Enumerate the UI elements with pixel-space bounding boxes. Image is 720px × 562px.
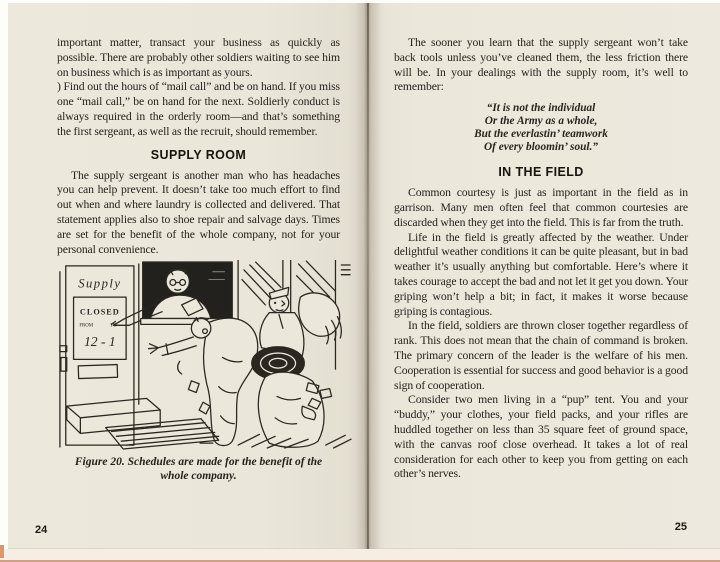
soldier2-shoulder-bag: [299, 293, 340, 336]
supply-room-paragraph: The supply sergeant is another man who has headaches you can help prevent. It doesn’t take too much effort to find out when and where laundry is collected and delivered. That statement applies also to shoe repair and salvage days. Times are set for the benefit of the whole company, not for your personal convenience.: [57, 168, 340, 256]
bottom-edge-mark: [0, 545, 4, 558]
section-heading-in-the-field: IN THE FIELD: [498, 165, 584, 180]
field-paragraph-pup-tent: Consider two men living in a “pup” tent. You and your “buddy,” your clothes, your field packs, and your rifles are huddled together on less than 35 square feet of ground space, with the canvas roof close overhead. It takes a lot of real consideration for each other to keep you from getting on each other’s nerves.: [394, 393, 688, 481]
figure-20: [57, 260, 340, 483]
closed-sign-title: CLOSED: [79, 307, 120, 317]
closed-sign-to: TO: [110, 323, 117, 329]
right-page: [368, 3, 720, 549]
book-bottom-edge: [0, 549, 720, 562]
closed-sign-hours: 12 - 1: [83, 334, 116, 350]
left-paragraph-continuation: important matter, transact your business as quickly as possible. There are probably other soldiers waiting to see him on business which is as important as yours.: [57, 36, 340, 79]
soldier1-sack: [204, 319, 258, 446]
left-paragraph-mail-call: ) Find out the hours of “mail call” and be on hand. If you miss one “mail call,” be on hand for the next. Soldierly conduct is always required in the orderly room—and that’s something the first sergeant, as well as the recruit, should remember.: [57, 80, 340, 138]
louver-vent: [341, 265, 350, 275]
field-paragraph-courtesy: Common courtesy is just as important in the field as in garrison. Many men often feel that common courtesies are discarded when they get into the field. This is far from the truth.: [394, 186, 688, 229]
quote-line: Or the Army as a whole,: [484, 115, 598, 128]
section-heading-supply-room: SUPPLY ROOM: [150, 147, 247, 162]
soldier1-reaching-arm: [158, 337, 196, 356]
field-paragraph-rank: In the field, soldiers are thrown closer together regardless of rank. This does not mean that the chain of command is broken. The primary concern of the leader is the welfare of his men. Cooperation is essential for success and good behavior is a good sign of cooperation.: [394, 319, 688, 392]
door-label: Supply: [78, 276, 122, 291]
teamwork-quote: [394, 102, 688, 154]
quote-line: “It is not the individual: [486, 102, 596, 115]
quote-line: Of every bloomin’ soul.”: [483, 141, 598, 154]
figure-20-caption: Figure 20. Schedules are made for the benefit of the whole company.: [74, 456, 323, 482]
door-plaque: [78, 365, 117, 379]
quote-line: But the everlastin’ teamwork: [474, 128, 608, 141]
right-intro-paragraph: The sooner you learn that the supply sergeant won’t take back tools unless you’ve cleaned them, the less friction there will be. In your dealings with the supply room, it’s well to remember:: [394, 36, 688, 94]
field-paragraph-weather: Life in the field is greatly affected by the weather. Under delightful weather conditions it can be quite pleasant, but in bad weather it’s usually anything but comfortable. Here’s where it takes courage to accept the bad and not let it get you down. Your griping won’t help a bit; in fact, it makes it worse because griping is contagious.: [394, 230, 688, 318]
supply-door: [66, 266, 134, 445]
figure-20-illustration: [57, 260, 353, 451]
page-number-25: 25: [674, 521, 687, 533]
closed-sign-from: FROM: [79, 323, 94, 329]
soldier2-laundry-sack: [258, 372, 324, 447]
left-page: [8, 3, 368, 549]
soldier1-head: [191, 319, 210, 338]
page-number-24: 24: [35, 524, 48, 536]
